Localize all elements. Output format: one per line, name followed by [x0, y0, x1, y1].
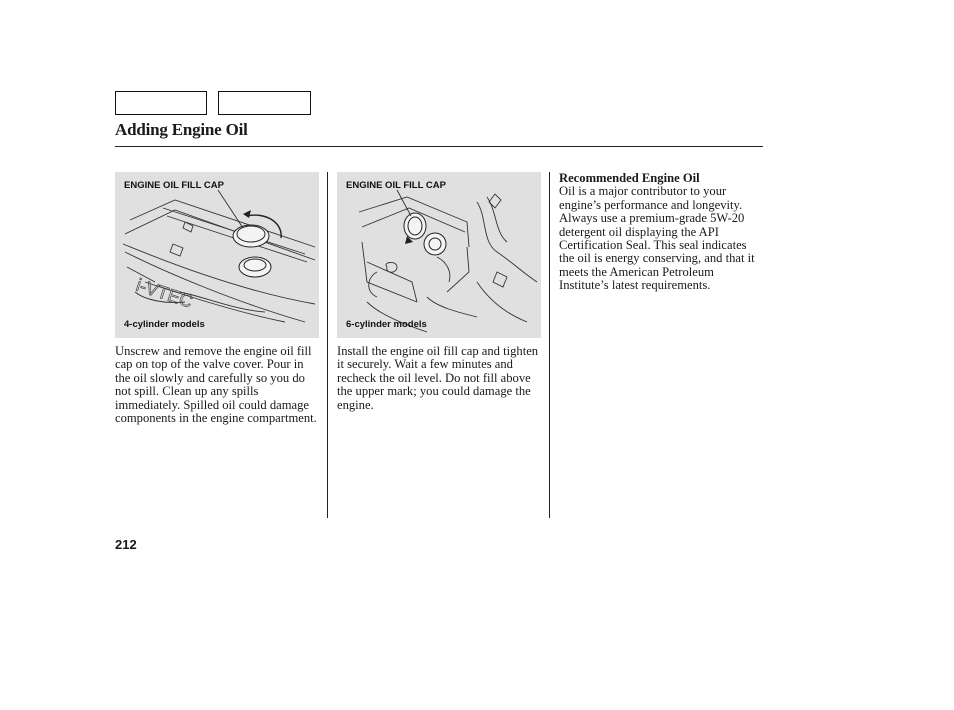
figure-caption: 6-cylinder models: [346, 319, 427, 330]
nav-tab-box-2[interactable]: [218, 91, 311, 115]
nav-tab-box-1[interactable]: [115, 91, 207, 115]
engine-4-cylinder-illustration: [115, 172, 319, 338]
title-rule: [115, 146, 763, 147]
recommended-oil-text: Oil is a major contributor to your engine’s performance and longevity. Always use a premium-grade 5W-20 detergent oil displaying the API Certification Seal. This seal indicates the oil is energy conserving, and that it meets the American Petroleum Institute’s latest requirements.: [559, 184, 755, 293]
figure-caption: 4-cylinder models: [124, 319, 205, 330]
figure-callout: ENGINE OIL FILL CAP: [124, 180, 224, 191]
figure-4-cylinder: [115, 172, 319, 338]
left-column-text: Unscrew and remove the engine oil fill cap on top of the valve cover. Pour in the oil slowly and carefully so you do not spill. Clean up any spills immediately. Spilled oil could damage components in the engine compartment.: [115, 344, 317, 426]
figure-6-cylinder: [337, 172, 541, 338]
column-divider-2: [549, 172, 550, 518]
recommended-oil-heading: Recommended Engine Oil: [559, 171, 700, 185]
column-divider-1: [327, 172, 328, 518]
right-column: [559, 172, 765, 293]
figure-callout: ENGINE OIL FILL CAP: [346, 180, 446, 191]
svg-text:i-VTEC: i-VTEC: [133, 274, 196, 312]
page-number: 212: [115, 537, 137, 552]
middle-column-text: Install the engine oil fill cap and tighten it securely. Wait a few minutes and recheck the oil level. Do not fill above the upper mark; you could damage the engine.: [337, 344, 539, 412]
page-title: Adding Engine Oil: [115, 120, 248, 139]
engine-6-cylinder-illustration: [337, 172, 541, 338]
